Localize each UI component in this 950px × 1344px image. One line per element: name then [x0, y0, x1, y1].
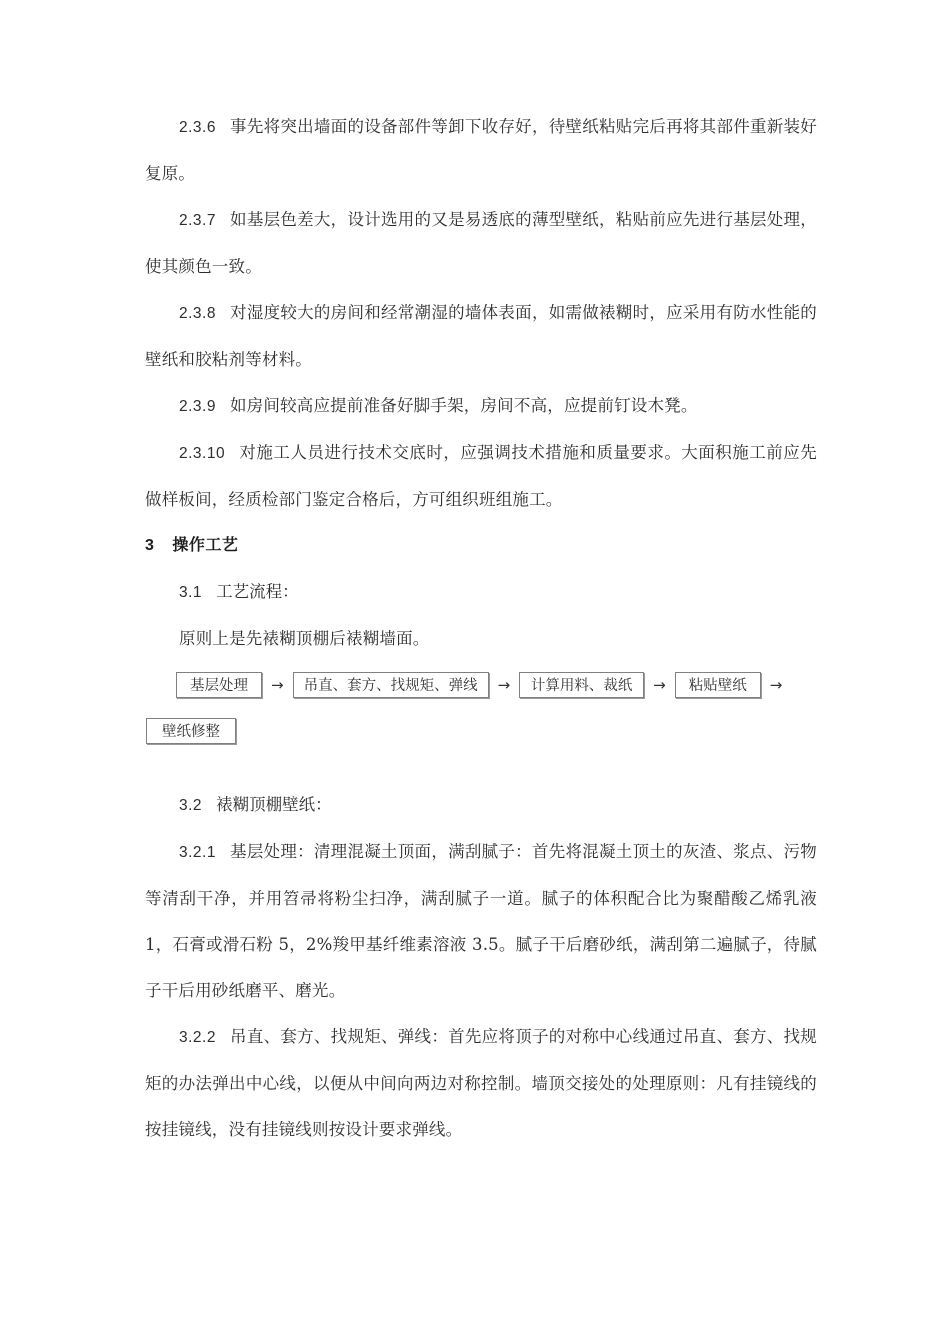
subsection-number-3-2: 3.2 [179, 797, 203, 814]
flow-box-base-treatment[interactable]: 基层处理 [176, 672, 262, 698]
subsection-title-3-1: 工艺流程： [216, 582, 299, 601]
subsection-heading-3-2 [145, 782, 817, 829]
paragraph-3-2-2 [145, 1014, 817, 1153]
arrow-right-icon: → [497, 676, 511, 694]
flowchart-row-1 [145, 662, 817, 708]
subsection-number-3-1: 3.1 [179, 584, 203, 601]
paragraph-number-3-2-2: 3.2.2 [179, 1029, 216, 1046]
paragraph-number-2-3-6: 2.3.6 [179, 119, 216, 136]
paragraph-2-3-10 [145, 430, 817, 523]
paragraph-text-2-3-9: 如房间较高应提前准备好脚手架，房间不高，应提前钉设木凳。 [229, 396, 698, 415]
paragraph-2-3-8 [145, 290, 817, 383]
section-heading-title: 操作工艺 [172, 537, 239, 554]
section-heading-3 [145, 523, 817, 569]
arrow-right-icon: → [769, 676, 783, 694]
subsection-title-3-2: 裱糊顶棚壁纸： [216, 795, 332, 814]
paragraph-number-2-3-9: 2.3.9 [179, 398, 216, 415]
paragraph-number-2-3-8: 2.3.8 [179, 305, 216, 322]
arrow-right-icon: → [653, 676, 666, 694]
flow-box-calculate-cut-paper[interactable]: 计算用料、裁纸 [519, 672, 644, 698]
flow-box-wallpaper-trimming[interactable]: 壁纸修整 [146, 718, 236, 744]
paragraph-2-3-9 [145, 383, 817, 430]
arrow-right-icon: → [271, 676, 284, 694]
paragraph-text-2-3-7: 如基层色差大，设计选用的又是易透底的薄型壁纸，粘贴前应先进行基层处理，使其颜色一致。 [145, 210, 817, 276]
section-heading-number: 3 [145, 537, 155, 554]
subsection-heading-3-1 [145, 569, 817, 616]
paragraph-text-2-3-8: 对湿度较大的房间和经常潮湿的墙体表面，如需做裱糊时，应采用有防水性能的壁纸和胶粘剂等材料。 [145, 303, 817, 369]
paragraph-number-3-2-1: 3.2.1 [179, 844, 216, 861]
paragraph-2-3-6 [145, 104, 817, 197]
paragraph-text-2-3-6: 事先将突出墙面的设备部件等卸下收存好，待壁纸粘贴完后再将其部件重新装好复原。 [145, 117, 817, 183]
paragraph-text-2-3-10: 对施工人员进行技术交底时，应强调技术措施和质量要求。大面积施工前应先做样板间，经质检部门鉴定合格后，方可组织班组施工。 [145, 443, 817, 509]
paragraph-text-3-2-1: 基层处理：清理混凝土顶面，满刮腻子：首先将混凝土顶土的灰渣、浆点、污物等清刮干净，并用笤帚将粉尘扫净，满刮腻子一道。腻子的体积配合比为聚醋酸乙烯乳液 1，石膏或滑石粉 5，2%羧甲基纤维素溶液 3.5。腻子干后磨砂纸，满刮第二遍腻子，待腻子干后用砂纸磨平、磨光。 [145, 842, 817, 1000]
process-flowchart [145, 662, 817, 754]
paragraph-2-3-7 [145, 197, 817, 290]
paragraph-number-2-3-10: 2.3.10 [179, 445, 226, 462]
paragraph-number-2-3-7: 2.3.7 [179, 212, 216, 229]
flowchart-row-2 [145, 708, 817, 754]
paragraph-3-2-1 [145, 829, 817, 1014]
vertical-spacer [145, 754, 817, 782]
flow-box-paste-wallpaper[interactable]: 粘贴壁纸 [675, 672, 761, 698]
flow-intro-text: 原则上是先裱糊顶棚后裱糊墙面。 [179, 629, 430, 648]
paragraph-text-3-2-2: 吊直、套方、找规矩、弹线：首先应将顶子的对称中心线通过吊直、套方、找规矩的办法弹出中心线，以便从中间向两边对称控制。墙顶交接处的处理原则：凡有挂镜线的按挂镜线，没有挂镜线则按设计要求弹线。 [145, 1027, 817, 1139]
flow-box-align-square-measure-line[interactable]: 吊直、套方、找规矩、弹线 [293, 672, 489, 698]
document-body [145, 104, 817, 1153]
